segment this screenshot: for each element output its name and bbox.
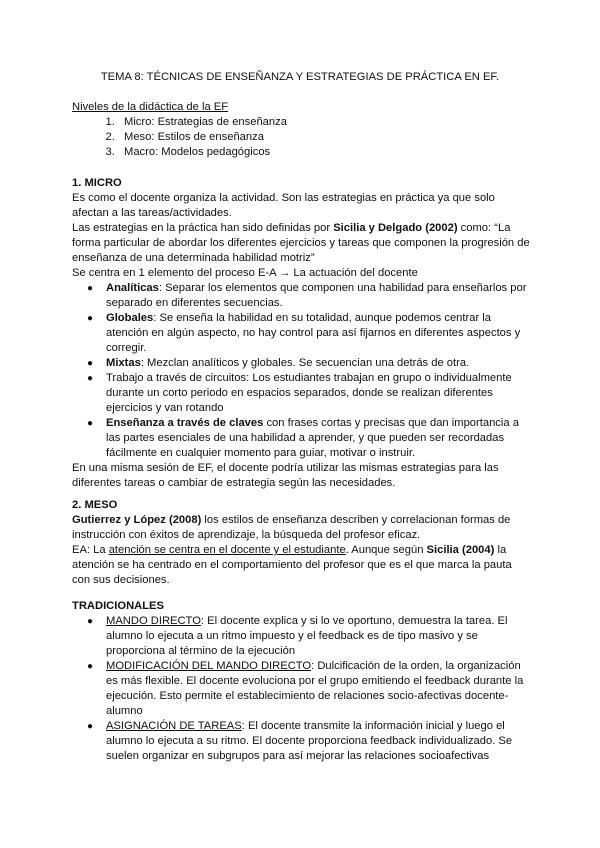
list-item: ● Trabajo a través de circuitos: Los estudiantes trabajan en grupo o individualmente durante un corto periodo en espacios separados, donde se realizan diferentes ejercicios y van rotando <box>87 372 512 414</box>
meso-ea-paragraph: EA: La atención se centra en el docente y el estudiante. Aunque según Sicilia (2004) la atención se ha centrado en el comportamiento del profesor que es el que marca la pauta con sus decisiones. <box>72 544 512 586</box>
micro-closing: En una misma sesión de EF, el docente podría utilizar las mismas estrategias para las diferentes tareas o cambiar de estrategia según las necesidades. <box>72 462 499 489</box>
meso-section <box>72 498 530 588</box>
micro-strategies-list <box>72 281 530 461</box>
niveles-section <box>72 100 530 160</box>
tradicionales-heading: TRADICIONALES <box>72 600 164 612</box>
list-item: ● Enseñanza a través de claves con frases cortas y precisas que dan importancia a las partes esenciales de una habilidad a aprender, y que pueden ser recordadas fácilmente en cualquier momento para guiar, motivar o instruir. <box>87 417 519 459</box>
bullet-icon: ● <box>87 373 94 384</box>
micro-focus: Se centra en 1 elemento del proceso E-A → La actuación del docente <box>72 267 418 279</box>
list-item: ● ASIGNACIÓN DE TAREAS: El docente transmite la información inicial y luego el alumno lo ejecuta a su ritmo. El docente proporciona feedback individualizado. Se suelen organizar en subgrupos para así mejorar las relaciones socioafectivas <box>87 720 513 762</box>
bullet-icon: ● <box>87 616 94 627</box>
bullet-icon: ● <box>87 283 94 294</box>
list-item: 3. Macro: Modelos pedagógicos <box>118 145 530 160</box>
bullet-icon: ● <box>87 418 94 429</box>
list-item: 2. Meso: Estilos de enseñanza <box>118 130 530 145</box>
niveles-list <box>72 115 530 160</box>
micro-heading: 1. MICRO <box>72 177 122 189</box>
bullet-icon: ● <box>87 358 94 369</box>
micro-definition: Las estrategias en la práctica han sido definidas por Sicilia y Delgado (2002) como: “La forma particular de abordar los diferentes ejercicios y tareas que componen la progresión de enseñanza de una determinada habilidad motriz” <box>72 222 530 264</box>
list-item: ● Mixtas: Mezclan analíticos y globales. Se secuencian una detrás de otra. <box>87 357 470 369</box>
list-item: ● MANDO DIRECTO: El docente explica y si lo ve oportuno, demuestra la tarea. El alumno lo ejecuta a un ritmo impuesto y el feedback es de tipo masivo y se proporciona al término de la ejecución <box>87 615 508 657</box>
tradicionales-list <box>72 614 530 764</box>
micro-section <box>72 176 530 491</box>
list-item: ● Analíticas: Separar los elementos que componen una habilidad para enseñarlos por separado en diferentes secuencias. <box>87 282 527 309</box>
bullet-icon: ● <box>87 313 94 324</box>
list-item: 1. Micro: Estrategias de enseñanza <box>118 115 530 130</box>
bullet-icon: ● <box>87 721 94 732</box>
list-item: ● MODIFICACIÓN DEL MANDO DIRECTO: Dulcificación de la orden, la organización es más flexible. El docente evoluciona por el grupo emitiendo el feedback durante la ejecución. Esto permite el establecimiento de relaciones socio-afectivas docente-alumno <box>87 660 524 717</box>
tradicionales-section <box>72 599 530 764</box>
meso-heading: 2. MESO <box>72 499 118 511</box>
bullet-icon: ● <box>87 661 94 672</box>
micro-paragraph: Es como el docente organiza la actividad. Son las estrategias en práctica ya que solo afectan a las tareas/actividades. <box>72 192 495 219</box>
page-title: TEMA 8: TÉCNICAS DE ENSEÑANZA Y ESTRATEGIAS DE PRÁCTICA EN EF. <box>100 71 500 83</box>
meso-paragraph: Gutierrez y López (2008) los estilos de enseñanza describen y correlacionan formas de instrucción con éxitos de aprendizaje, la búsqueda del profesor eficaz. <box>72 514 511 541</box>
list-item: ● Globales: Se enseña la habilidad en su totalidad, aunque podemos centrar la atención en algún aspecto, no hay control para así fijarnos en diferentes aspectos y corregir. <box>87 312 521 354</box>
niveles-heading: Niveles de la didáctica de la EF <box>72 101 229 113</box>
